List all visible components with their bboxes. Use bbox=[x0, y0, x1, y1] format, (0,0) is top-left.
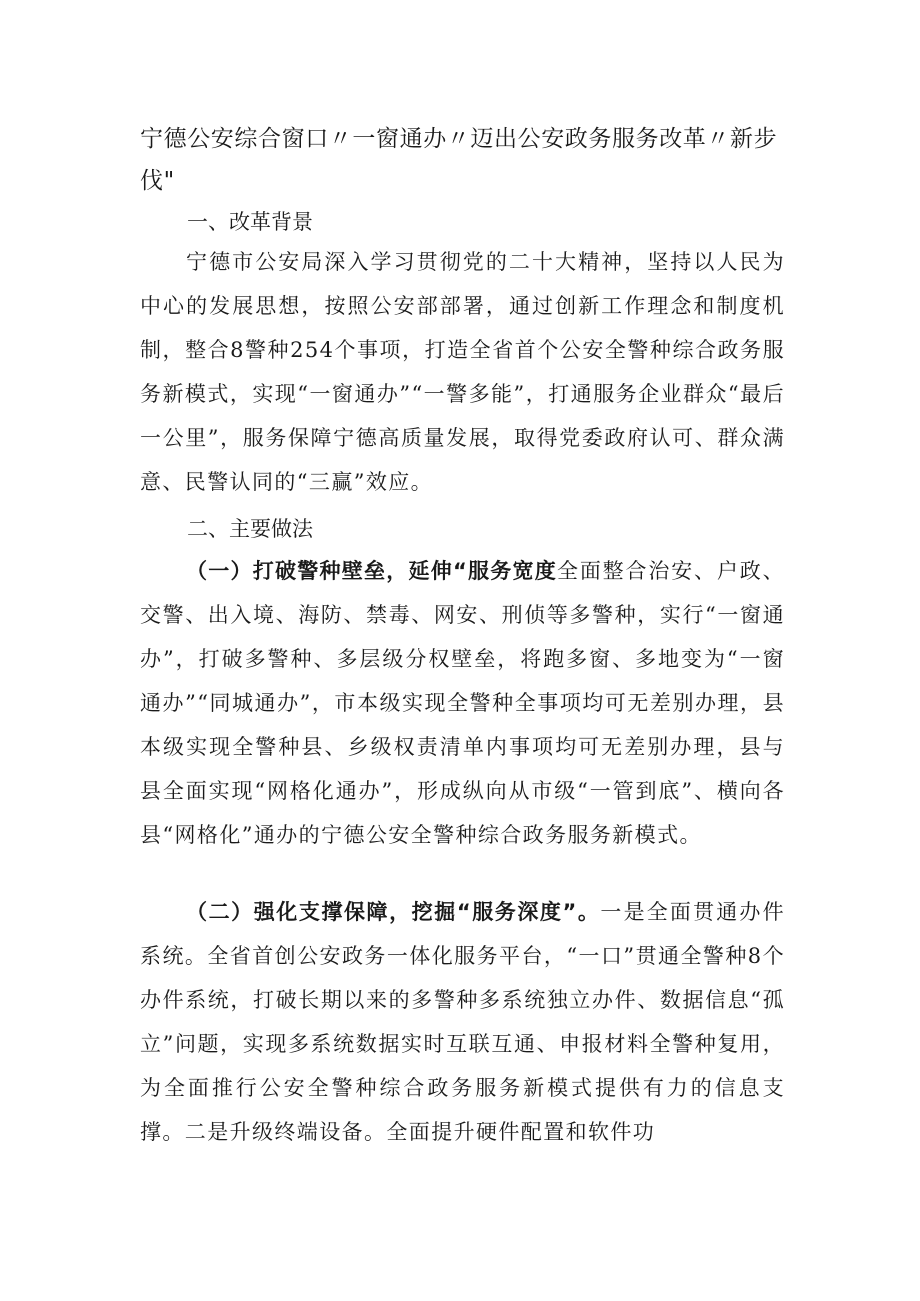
background-paragraph: 宁德市公安局深入学习贯彻党的二十大精神，坚持以人民为中心的发展思想，按照公安部部署，通过创新工作理念和制度机制，整合8警种254个事项，打造全省首个公安全警种综合政务服务新模式，实现“一窗通办”“一警多能”，打通服务企业群众“最后一公里”，服务保障宁德高质量发展，取得党委政府认可、群众满意、民警认同的“三赢”效应。 bbox=[140, 250, 785, 494]
practice-item-1 bbox=[140, 549, 785, 857]
section-heading-main-practices: 二、主要做法 bbox=[187, 517, 313, 541]
practice-item-1-lead: （一）打破警种壁垒，延伸“服务宽度 bbox=[186, 559, 557, 583]
practice-item-1-body: 全面整合治安、户政、交警、出入境、海防、禁毒、网安、刑侦等多警种，实行“一窗通办”，打破多警种、多层级分权壁垒，将跑多窗、多地变为“一窗通办”“同城通办”，市本级实现全警种全事项均可无差别办理，县本级实现全警种县、乡级权责清单内事项均可无差别办理，县与县全面实现“网格化通办”，形成纵向从市级“一管到底”、横向各县“网格化”通办的宁德公安全警种综合政务服务新模式。 bbox=[140, 559, 785, 847]
document-title: 宁德公安综合窗口〃一窗通办〃迈出公安政务服务改革〃新步伐" bbox=[140, 126, 778, 194]
practice-item-2-body: 一是全面贯通办件系统。全省首创公安政务一体化服务平台，“一口”贯通全警种8个办件系统，打破长期以来的多警种多系统独立办件、数据信息“孤立”问题，实现多系统数据实时互联互通、申报材料全警种复用，为全面推行公安全警种综合政务服务新模式提供有力的信息支撑。二是升级终端设备。全面提升硬件配置和软件功 bbox=[140, 900, 785, 1144]
practice-item-2-lead: （二）强化支撑保障，挖掘“服务深度”。 bbox=[186, 900, 601, 924]
practice-item-2 bbox=[140, 890, 785, 1154]
section-heading-background: 一、改革背景 bbox=[187, 210, 313, 234]
